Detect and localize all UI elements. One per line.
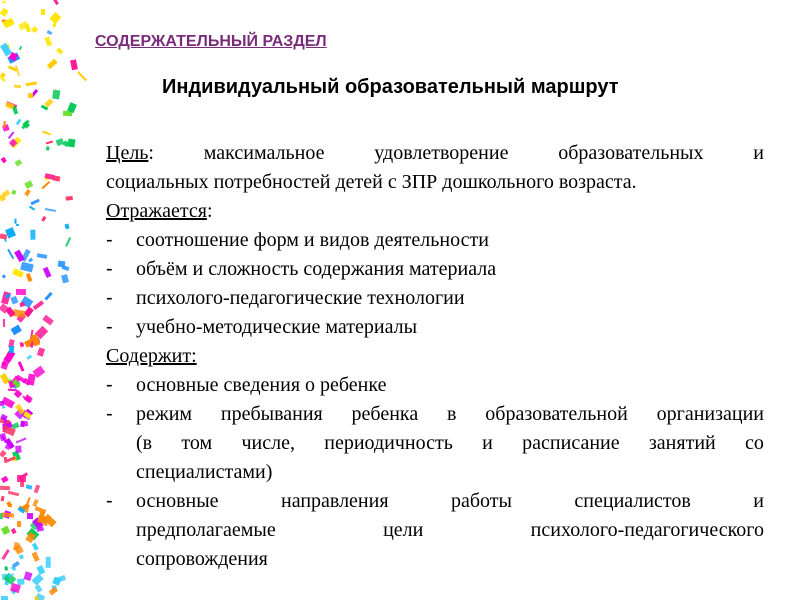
confetti-piece bbox=[2, 0, 6, 4]
confetti-piece bbox=[5, 567, 9, 572]
confetti-piece bbox=[28, 205, 34, 210]
confetti-piece bbox=[10, 296, 18, 305]
confetti-piece bbox=[24, 189, 30, 196]
confetti-piece bbox=[16, 224, 19, 227]
confetti-piece bbox=[1, 596, 8, 600]
confetti-piece bbox=[14, 158, 22, 166]
confetti-piece bbox=[1, 476, 8, 483]
confetti-piece bbox=[61, 274, 69, 284]
confetti-piece bbox=[10, 528, 16, 535]
confetti-piece bbox=[17, 475, 26, 482]
confetti-piece bbox=[11, 324, 22, 335]
reflects-colon: : bbox=[206, 200, 213, 222]
goal-word: максимальное bbox=[203, 142, 325, 164]
goal-label: Цель bbox=[106, 142, 149, 164]
confetti-piece bbox=[15, 437, 26, 443]
confetti-piece bbox=[26, 81, 37, 86]
confetti-piece bbox=[47, 30, 53, 35]
confetti-piece bbox=[1, 274, 5, 279]
bullet-dash: - bbox=[106, 258, 113, 280]
confetti-piece bbox=[23, 420, 28, 426]
confetti-piece bbox=[30, 229, 35, 239]
list-item-line bbox=[136, 516, 764, 545]
confetti-piece bbox=[20, 343, 25, 346]
confetti-piece bbox=[28, 93, 33, 98]
word: расписание bbox=[522, 432, 620, 454]
list-item-line: сопровождения bbox=[136, 548, 268, 570]
confetti-piece bbox=[11, 190, 16, 195]
confetti-piece bbox=[5, 228, 16, 240]
goal-label-group bbox=[106, 139, 154, 168]
confetti-piece bbox=[16, 289, 26, 296]
confetti-piece bbox=[45, 292, 53, 301]
list-item bbox=[106, 371, 764, 400]
confetti-piece bbox=[52, 576, 61, 585]
list-item-text: объём и сложность содержания материала bbox=[136, 258, 497, 280]
confetti-piece bbox=[27, 513, 33, 519]
word: образовательной bbox=[485, 403, 628, 425]
confetti-piece bbox=[0, 75, 6, 82]
confetti-piece bbox=[1, 158, 7, 164]
goal-colon: : bbox=[148, 142, 154, 164]
confetti-piece bbox=[25, 24, 31, 32]
confetti-piece bbox=[23, 394, 33, 403]
confetti-piece bbox=[1, 549, 10, 560]
word: направления bbox=[281, 490, 389, 512]
bullet-dash: - bbox=[106, 316, 113, 338]
goal-line-1 bbox=[106, 139, 764, 168]
confetti-piece bbox=[70, 60, 78, 71]
confetti-piece bbox=[44, 37, 51, 47]
confetti-piece bbox=[8, 131, 15, 139]
confetti-piece bbox=[25, 180, 34, 188]
list-item-line bbox=[136, 429, 764, 458]
word: числе, bbox=[241, 432, 295, 454]
reflects-heading bbox=[106, 197, 764, 226]
confetti-piece bbox=[3, 319, 5, 327]
confetti-piece bbox=[18, 45, 22, 50]
confetti-piece bbox=[34, 584, 42, 593]
bullet-dash: - bbox=[106, 490, 113, 512]
bullet-dash: - bbox=[106, 374, 113, 396]
confetti-piece bbox=[41, 181, 50, 189]
word: (в bbox=[136, 432, 153, 454]
word: цели bbox=[383, 519, 424, 541]
word: в bbox=[447, 403, 457, 425]
confetti-piece bbox=[62, 265, 70, 271]
word: периодичность bbox=[324, 432, 453, 454]
confetti-piece bbox=[46, 141, 53, 145]
confetti-piece bbox=[26, 484, 33, 490]
word: организации bbox=[656, 403, 764, 425]
word: режим bbox=[136, 403, 193, 425]
confetti-piece bbox=[53, 0, 59, 5]
confetti-piece bbox=[20, 262, 33, 272]
confetti-piece bbox=[17, 521, 22, 527]
confetti-piece bbox=[15, 219, 17, 224]
list-item-line bbox=[136, 487, 764, 516]
contains-heading: Содержит: bbox=[106, 345, 197, 367]
confetti-piece bbox=[53, 90, 61, 100]
confetti-piece bbox=[32, 542, 39, 550]
confetti-piece bbox=[17, 361, 24, 372]
confetti-piece bbox=[7, 249, 14, 260]
confetti-piece bbox=[46, 557, 51, 568]
confetti-piece bbox=[0, 400, 4, 405]
bullet-dash: - bbox=[106, 229, 113, 251]
list-item-text: учебно-методические материалы bbox=[136, 316, 418, 338]
confetti-piece bbox=[37, 527, 44, 532]
word: и bbox=[482, 432, 493, 454]
confetti-piece bbox=[27, 374, 36, 386]
list-item bbox=[106, 226, 764, 255]
list-item-text: психолого-педагогические технологии bbox=[136, 287, 465, 309]
confetti-piece bbox=[19, 554, 25, 560]
bullet-dash: - bbox=[106, 287, 113, 309]
list-item bbox=[106, 487, 764, 574]
confetti-piece bbox=[14, 85, 22, 89]
list-item-line: специалистами) bbox=[136, 461, 273, 483]
goal-word: и bbox=[753, 142, 764, 164]
confetti-piece bbox=[31, 552, 39, 562]
confetti-piece bbox=[30, 198, 39, 205]
confetti-piece bbox=[57, 48, 64, 54]
confetti-piece bbox=[41, 9, 45, 15]
word: основные bbox=[136, 490, 219, 512]
confetti-piece bbox=[37, 253, 48, 259]
confetti-piece bbox=[66, 102, 77, 114]
slide-title: Индивидуальный образовательный маршрут bbox=[162, 76, 619, 98]
confetti-piece bbox=[26, 274, 33, 283]
confetti-piece bbox=[40, 215, 46, 221]
confetti-piece bbox=[0, 8, 8, 17]
section-label: СОДЕРЖАТЕЛЬНЫЙ РАЗДЕЛ bbox=[95, 33, 327, 50]
confetti-piece bbox=[1, 526, 11, 536]
confetti-piece bbox=[66, 196, 73, 201]
confetti-piece bbox=[8, 491, 19, 496]
confetti-piece bbox=[49, 587, 58, 595]
word: ребенка bbox=[351, 403, 419, 425]
list-item-text: соотношение форм и видов деятельности bbox=[136, 229, 489, 251]
list-item bbox=[106, 255, 764, 284]
confetti-piece bbox=[46, 147, 49, 151]
word: и bbox=[753, 490, 764, 512]
confetti-piece bbox=[34, 484, 41, 493]
confetti-piece bbox=[12, 561, 20, 568]
reflects-label: Отражается bbox=[106, 200, 207, 222]
confetti-piece bbox=[45, 208, 57, 212]
confetti-piece bbox=[28, 258, 33, 263]
word: работы bbox=[451, 490, 512, 512]
confetti-piece bbox=[1, 496, 5, 502]
word: специалистов bbox=[574, 490, 691, 512]
confetti-piece bbox=[77, 71, 87, 81]
list-item-line bbox=[136, 400, 764, 429]
word: психолого-педагогического bbox=[530, 519, 764, 541]
confetti-piece bbox=[37, 347, 45, 356]
confetti-piece bbox=[65, 237, 71, 247]
confetti-piece bbox=[42, 131, 51, 136]
goal-word: удовлетворение bbox=[374, 142, 509, 164]
word: со bbox=[745, 432, 764, 454]
confetti-piece bbox=[16, 118, 22, 125]
slide-content bbox=[106, 139, 764, 574]
confetti-piece bbox=[27, 355, 32, 360]
list-item bbox=[106, 284, 764, 313]
goal-line-2: социальных потребностей детей с ЗПР дошкольного возраста. bbox=[106, 171, 637, 193]
list-item bbox=[106, 313, 764, 342]
confetti-piece bbox=[1, 358, 10, 370]
goal-word: образовательных bbox=[558, 142, 704, 164]
confetti-piece bbox=[43, 267, 52, 278]
confetti-piece bbox=[33, 300, 44, 310]
word: пребывания bbox=[220, 403, 323, 425]
confetti-piece bbox=[42, 315, 54, 326]
confetti-piece bbox=[30, 26, 37, 33]
confetti-piece bbox=[65, 224, 70, 230]
word: занятий bbox=[648, 432, 716, 454]
bullet-dash: - bbox=[106, 403, 113, 425]
word: том bbox=[181, 432, 213, 454]
confetti-piece bbox=[62, 140, 69, 147]
confetti-piece bbox=[47, 59, 58, 69]
confetti-decoration bbox=[0, 0, 95, 600]
list-item bbox=[106, 400, 764, 487]
confetti-piece bbox=[9, 345, 14, 352]
confetti-piece bbox=[52, 22, 57, 28]
confetti-piece bbox=[0, 485, 10, 490]
word: предполагаемые bbox=[136, 519, 276, 541]
confetti-piece bbox=[15, 445, 22, 452]
list-item-text: основные сведения о ребенке bbox=[136, 374, 387, 396]
confetti-piece bbox=[19, 301, 26, 307]
